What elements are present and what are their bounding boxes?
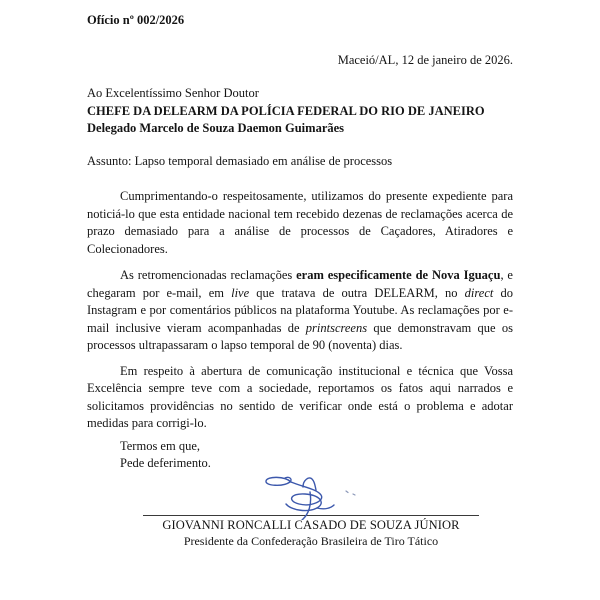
addressee-name: Delegado Marcelo de Souza Daemon Guimarães (87, 121, 345, 135)
paragraph-2-segment: que tratava de outra DELEARM, no (249, 285, 465, 300)
paragraph-2-italic-segment: printscreens (305, 320, 368, 335)
paragraph-2-segment: do Instagram e por comentários públicos na plataforma Youtube. As reclamações por e-mail inclusive vieram acompanhadas de (87, 285, 513, 335)
document-reference: Ofício nº 002/2026 (87, 13, 185, 27)
addressee-office: CHEFE DA DELEARM DA POLÍCIA FEDERAL DO RIO DE JANEIRO (87, 103, 485, 118)
paragraph-2 (87, 267, 513, 355)
closing-line-1: Termos em que, (120, 438, 201, 453)
paragraph-1: Cumprimentando-o respeitosamente, utilizamos do presente expediente para noticiá-lo que esta entidade nacional tem recebido dezenas de reclamações acerca de prazo demasiado para a análise de processos de Caçadores, Atiradores e Colecionadores. (87, 189, 513, 256)
letter-content (87, 12, 513, 550)
closing-line-2: Pede deferimento. (120, 456, 211, 470)
paragraph-2-italic-segment: direct (464, 285, 494, 300)
signature-block (143, 474, 479, 550)
signatory-name: GIOVANNI RONCALLI CASADO DE SOUZA JÚNIOR (162, 517, 460, 532)
signature-ink (251, 474, 371, 520)
subject-line: Assunto: Lapso temporal demasiado em análise de processos (87, 153, 393, 168)
paragraph-2-italic-segment: live (231, 285, 250, 300)
signatory-title: Presidente da Confederação Brasileira de Tiro Tático (183, 533, 439, 548)
addressee-salutation: Ao Excelentíssimo Senhor Doutor (87, 86, 259, 100)
paragraph-2-segment: que demonstravam que os processos ultrapassaram o lapso temporal de 90 (noventa) dias. (87, 320, 513, 352)
dateline: Maceió/AL, 12 de janeiro de 2026. (337, 52, 513, 67)
paragraph-2-segment: As retromencionadas reclamações (120, 268, 297, 282)
paragraph-3: Em respeito à abertura de comunicação institucional e técnica que Vossa Excelência sempre teve com a sociedade, reportamos os fatos aqui narrados e solicitamos providências no sentido de verificar onde está o problema e adotar medidas para corrigi-lo. (87, 363, 513, 430)
closing-block (120, 438, 513, 473)
addressee-block (87, 85, 513, 138)
paragraph-2-bold-segment: eram especificamente de Nova Iguaçu (296, 268, 501, 282)
paragraph-2-segment: , e chegaram por e-mail, em (87, 268, 513, 300)
